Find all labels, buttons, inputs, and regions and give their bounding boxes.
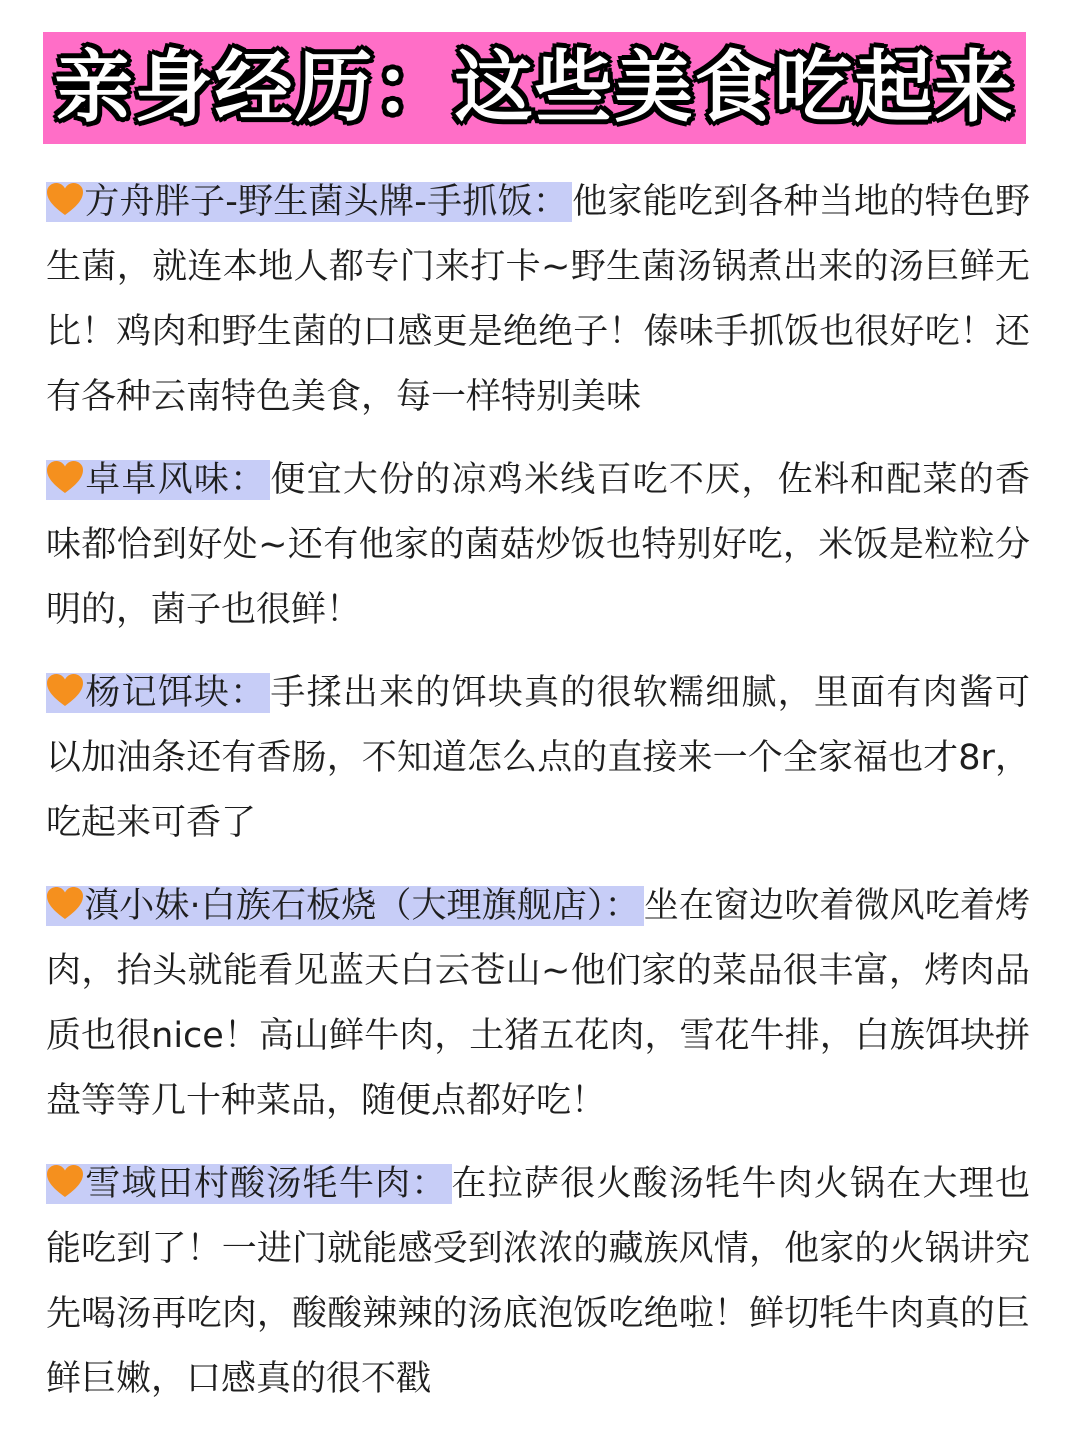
list-item (46, 1152, 1030, 1412)
entry-heading-text: 卓卓风味： (84, 460, 267, 500)
entry-body: 手揉出来的饵块真的很软糯细腻，里面有肉酱可以加油条还有香肠，不知道怎么点的直接来一个全家福也才8r，吃起来可香了 (46, 673, 1030, 843)
entry-heading (46, 460, 270, 500)
entry-heading (46, 673, 270, 713)
list-item (46, 448, 1030, 643)
entry-heading (46, 182, 572, 222)
entry-body: 坐在窗边吹着微风吃着烤肉，抬头就能看见蓝天白云苍山~他们家的菜品很丰富，烤肉品质也很nice！高山鲜牛肉，土猪五花肉，雪花牛排，白族饵块拼盘等等几十种菜品，随便点都好吃！ (46, 886, 1030, 1121)
page-title: 亲身经历：这些美食吃起来 (54, 43, 1015, 133)
orange-heart-icon (46, 886, 84, 920)
entry-body: 便宜大份的凉鸡米线百吃不厌，佐料和配菜的香味都恰到好处~还有他家的菌菇炒饭也特别好吃，米饭是粒粒分明的，菌子也很鲜！ (46, 460, 1030, 630)
list-item (46, 170, 1030, 430)
entry-body: 他家能吃到各种当地的特色野生菌，就连本地人都专门来打卡~野生菌汤锅煮出来的汤巨鲜无比！鸡肉和野生菌的口感更是绝绝子！傣味手抓饭也很好吃！还有各种云南特色美食，每一样特别美味 (46, 182, 1030, 417)
list-item (46, 661, 1030, 856)
orange-heart-icon (46, 182, 84, 216)
entry-list (46, 170, 1030, 1430)
entry-heading-text: 杨记饵块： (84, 673, 267, 713)
entry-heading-text: 雪域田村酸汤牦牛肉： (84, 1164, 448, 1204)
entry-heading-text: 方舟胖子-野生菌头牌-手抓饭： (84, 182, 569, 222)
entry-heading (46, 886, 644, 926)
entry-heading-text: 滇小妹·白族石板烧（大理旗舰店）： (84, 886, 640, 926)
title-banner (43, 32, 1026, 144)
list-item (46, 874, 1030, 1134)
entry-body: 在拉萨很火酸汤牦牛肉火锅在大理也能吃到了！一进门就能感受到浓浓的藏族风情，他家的火锅讲究先喝汤再吃肉，酸酸辣辣的汤底泡饭吃绝啦！鲜切牦牛肉真的巨鲜巨嫩，口感真的很不戳 (46, 1164, 1030, 1399)
orange-heart-icon (46, 1164, 84, 1198)
orange-heart-icon (46, 460, 84, 494)
entry-heading (46, 1164, 452, 1204)
orange-heart-icon (46, 673, 84, 707)
